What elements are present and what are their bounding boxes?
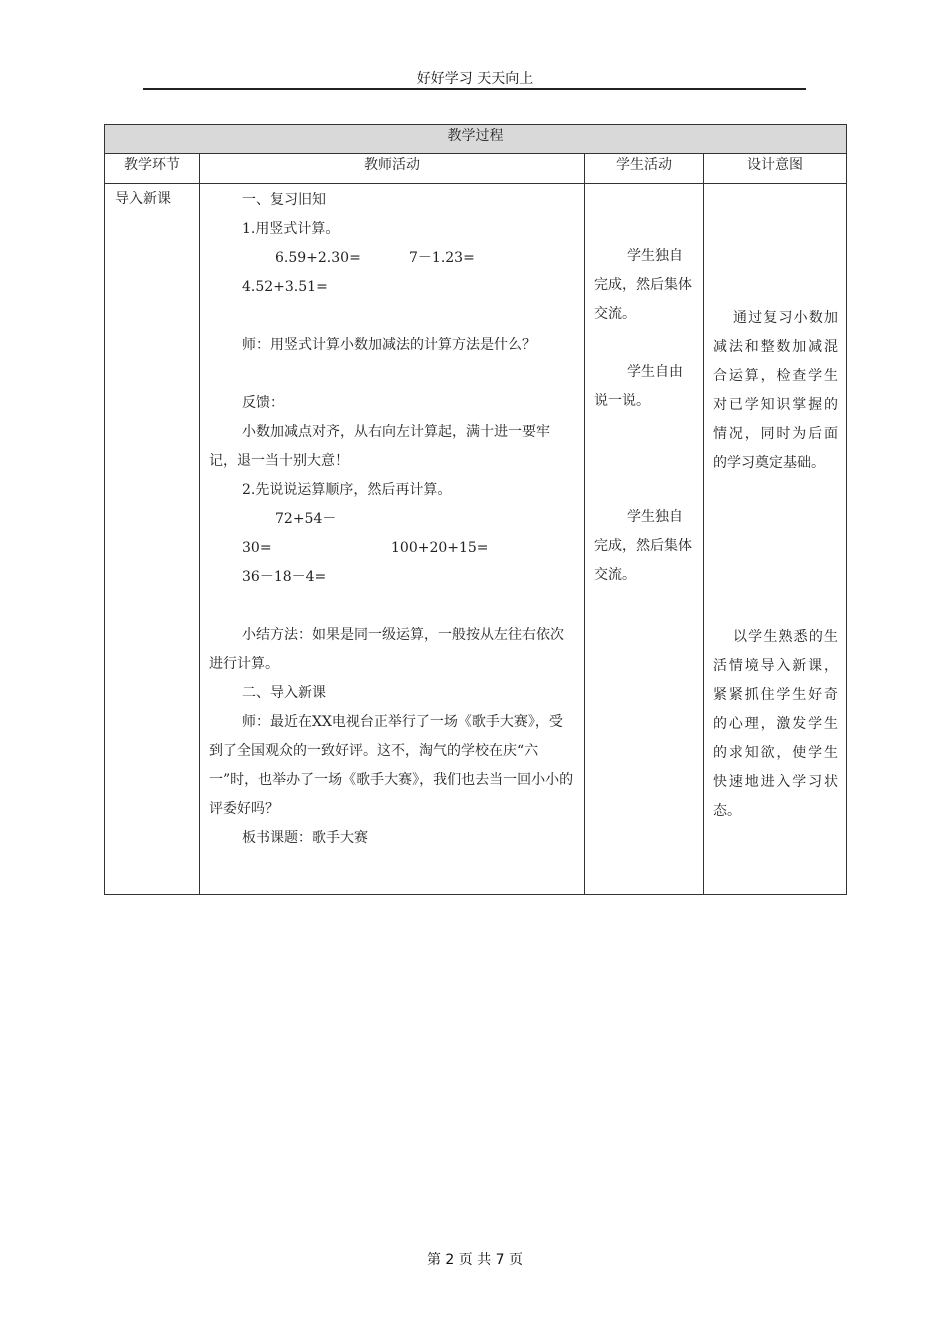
table-title-row (105, 125, 847, 154)
calc-exercises-2 (209, 505, 576, 563)
vertical-calc-prompt: 1.用竖式计算。 (242, 221, 340, 237)
stage-cell: 导入新课 (105, 184, 200, 895)
calc-item: 6.59+2.30= (275, 250, 361, 266)
student-activity-cell (585, 184, 704, 895)
feedback-text: 小数加减点对齐，从右向左计算起，满十进一要牢记，退一当十别大意！ (209, 424, 550, 469)
student-activity-3: 学生独自完成，然后集体交流。 (594, 509, 692, 583)
page-footer: 第 2 页 共 7 页 (426, 1252, 524, 1268)
feedback-label: 反馈： (242, 395, 284, 411)
teacher-question: 师：用竖式计算小数加减法的计算方法是什么？ (242, 337, 536, 353)
teaching-process-table (104, 124, 847, 895)
table-header-row (105, 154, 847, 184)
column-header-student: 学生活动 (585, 154, 704, 184)
calc-exercises-1 (209, 244, 576, 302)
student-activity-2: 学生自由说一说。 (594, 364, 683, 409)
intro-text: 师：最近在XX电视台正举行了一场《歌手大赛》，受到了全国观众的一致好评。这不，淘气的学校在庆“六一”时，也举办了一场《歌手大赛》，我们也去当一回小小的评委好吗？ (209, 714, 574, 817)
page-header: 好好学习 天天向上 (416, 71, 534, 87)
calc-exercises-3: 36－18－4= (242, 569, 327, 585)
order-prompt: 2.先说说运算顺序，然后再计算。 (242, 482, 452, 498)
design-intent-2: 以学生熟悉的生活情境导入新课，紧紧抓住学生好奇的心理，激发学生的求知欲，使学生快速地进入学习状态。 (713, 629, 838, 819)
column-header-teacher: 教师活动 (200, 154, 585, 184)
calc-item: 7－1.23= (409, 250, 475, 266)
header-divider (143, 88, 806, 90)
table-row (105, 184, 847, 895)
design-intent-cell (704, 184, 847, 895)
section-intro-heading: 二、导入新课 (242, 685, 326, 701)
column-header-stage: 教学环节 (105, 154, 200, 184)
calc-item: 72+54－30= (242, 511, 337, 556)
table-title: 教学过程 (105, 125, 847, 154)
design-intent-1: 通过复习小数加减法和整数加减混合运算，检查学生对已学知识掌握的情况，同时为后面的学习奠定基础。 (713, 310, 838, 471)
student-activity-1: 学生独自完成，然后集体交流。 (594, 248, 692, 322)
section-review-heading: 一、复习旧知 (242, 192, 326, 208)
calc-item: 100+20+15= (391, 540, 489, 556)
summary-text: 小结方法：如果是同一级运算，一般按从左往右依次进行计算。 (209, 627, 564, 672)
board-title: 板书课题：歌手大赛 (242, 830, 368, 846)
calc-item: 4.52+3.51= (242, 279, 328, 295)
teacher-activity-cell (200, 184, 585, 895)
column-header-design: 设计意图 (704, 154, 847, 184)
